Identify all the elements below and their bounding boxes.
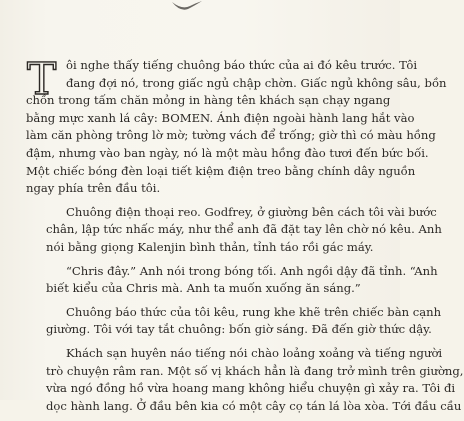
text-line: bằng mực xanh lá cây: BOMEN. Ánh điện ngoài hành lang hắt vào — [26, 110, 415, 125]
text-line: nói bằng giọng Kalenjin bình thản, tỉnh táo rồi gác máy. — [46, 239, 374, 254]
text-line: Chuông điện thoại reo. Godfrey, ở giường bên cách tôi vài bước — [66, 204, 437, 219]
paragraph-4 — [26, 304, 442, 339]
text-line: biết kiểu của Chris mà. Anh ta muốn xuống ăn sáng.” — [46, 281, 361, 296]
text-line: Khách sạn huyên náo tiếng nói chào loảng xoảng và tiếng người — [66, 345, 443, 360]
paragraph-3 — [26, 263, 438, 298]
paragraph-1 — [26, 57, 447, 198]
text-line: trò chuyện râm ran. Một số vị khách hẳn là đang trở mình trên giường, — [46, 363, 464, 378]
body-text — [26, 57, 464, 421]
text-line: “Chris đây.” Anh nói trong bóng tối. Anh ngồi dậy đã tỉnh. “Anh — [66, 263, 438, 278]
paragraph-5 — [26, 345, 464, 415]
text-line: ôi nghe thấy tiếng chuông báo thức của ai đó kêu trước. Tôi — [66, 58, 418, 72]
svg-text:T: T — [27, 54, 57, 105]
text-line: Một chiếc bóng đèn loại tiết kiệm điện treo bằng chính dây nguồn — [26, 163, 416, 178]
text-line: Chuông báo thức của tôi kêu, rung khe khẽ trên chiếc bàn cạnh — [66, 304, 442, 319]
text-line: chân, lập tức nhấc máy, như thể anh đã đặt tay lên chờ nó kêu. Anh — [46, 222, 442, 237]
text-line: giường. Tôi với tay tắt chuông: bốn giờ sáng. Đã đến giờ thức dậy. — [46, 322, 432, 337]
text-line: vừa ngó đồng hồ vừa hoang mang không hiểu chuyện gì xảy ra. Tôi đi — [46, 381, 456, 396]
text-line: dọc hành lang. Ở đầu bên kia có một cây cọ tán lá lòa xòa. Tới đầu cầu — [46, 398, 462, 413]
text-line: đậm, nhưng vào ban ngày, nó là một màu hồng đào tươi đến bức bối. — [26, 145, 429, 160]
text-line: ngay phía trên đầu tôi. — [26, 181, 161, 196]
chapter-ornament — [170, 0, 204, 12]
paragraph-2 — [26, 204, 442, 257]
text-line: đang đợi nó, trong giấc ngủ chập chờn. Giấc ngủ không sâu, bồn — [66, 75, 447, 90]
text-line: chồn trong tấm chăn mỏng in hàng tên khách sạn chạy ngang — [26, 93, 391, 108]
text-line: làm căn phòng trông lờ mờ; tường vách để trống; giờ thì có màu hồng — [26, 128, 436, 143]
